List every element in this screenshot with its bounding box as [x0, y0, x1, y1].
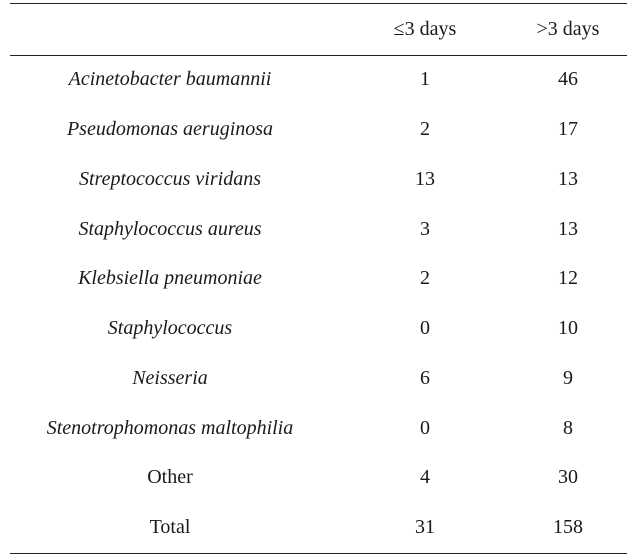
count-gt3: 30 [558, 466, 578, 488]
organism-name: Streptococcus viridans [78, 168, 261, 190]
count-gt3: 8 [563, 417, 573, 439]
count-gt3: 13 [558, 218, 578, 240]
count-le3: 2 [420, 267, 430, 289]
organism-name: Staphylococcus aureus [78, 218, 262, 240]
count-gt3: 13 [558, 168, 578, 190]
count-gt3: 12 [558, 267, 578, 289]
table-bottom-rule [10, 553, 627, 554]
table-row [10, 64, 627, 94]
count-le3: 13 [415, 168, 435, 190]
data-table [10, 0, 627, 556]
organism-name: Klebsiella pneumoniae [78, 267, 262, 289]
count-gt3: 10 [558, 317, 578, 339]
table-header-row [10, 14, 627, 44]
table-row [10, 214, 627, 244]
count-le3: 1 [420, 68, 430, 90]
organism-name: Total [149, 516, 191, 538]
header-le3-days: ≤3 days [393, 18, 457, 40]
count-le3: 0 [420, 317, 430, 339]
table-row [10, 263, 627, 293]
count-le3: 6 [420, 367, 430, 389]
table-total-row [10, 512, 627, 542]
count-gt3: 46 [558, 68, 578, 90]
count-le3: 2 [420, 118, 430, 140]
count-le3: 3 [420, 218, 430, 240]
organism-name: Acinetobacter baumannii [68, 68, 272, 90]
table-row [10, 164, 627, 194]
table-row [10, 462, 627, 492]
organism-name: Pseudomonas aeruginosa [66, 118, 274, 140]
table-row [10, 114, 627, 144]
table-top-rule [10, 3, 627, 4]
count-gt3: 17 [558, 118, 578, 140]
organism-name: Neisseria [132, 367, 208, 389]
table-header-rule [10, 55, 627, 56]
organism-name: Stenotrophomonas maltophilia [46, 417, 294, 439]
table-row [10, 413, 627, 443]
table-row [10, 363, 627, 393]
count-gt3: 158 [553, 516, 583, 538]
count-le3: 4 [420, 466, 430, 488]
header-gt3-days: >3 days [536, 18, 600, 40]
table-row [10, 313, 627, 343]
count-le3: 31 [415, 516, 435, 538]
organism-name: Other [147, 466, 193, 488]
organism-name: Staphylococcus [107, 317, 233, 339]
count-le3: 0 [420, 417, 430, 439]
count-gt3: 9 [563, 367, 573, 389]
